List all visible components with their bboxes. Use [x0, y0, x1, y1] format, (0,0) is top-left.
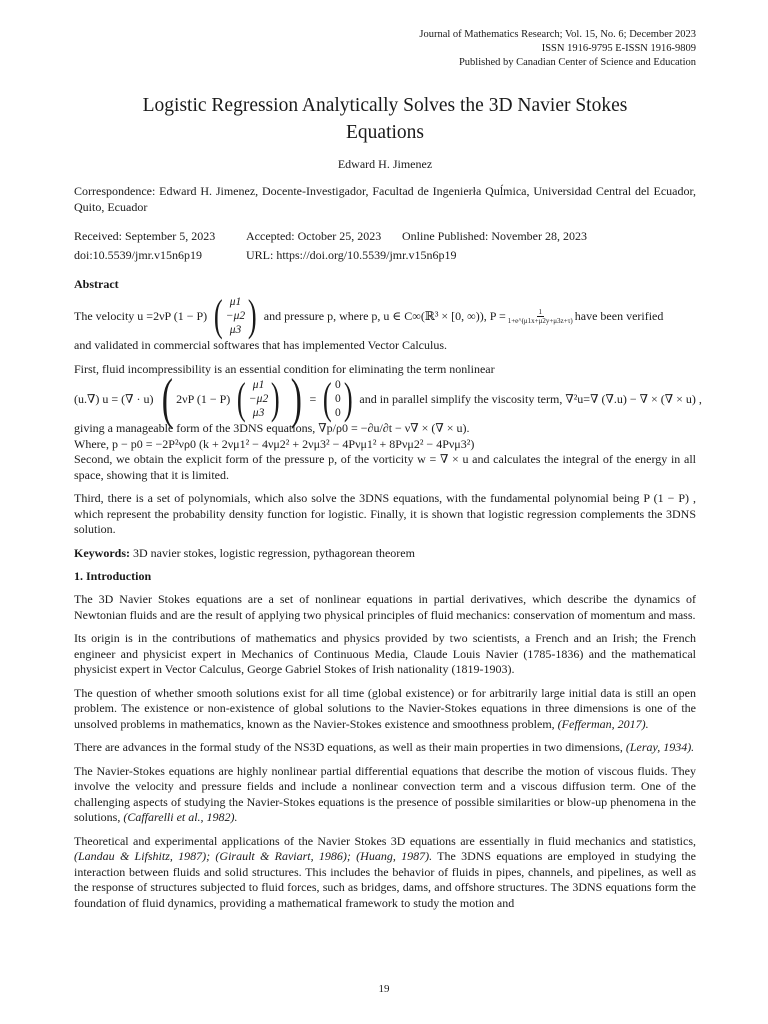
- convective-term: (u.∇) u = (∇ · u): [74, 391, 154, 406]
- intro-paragraph-1: The 3D Navier Stokes equations are a set of nonlinear equations in partial derivatives, which describe the dynamics of Newtonian fluids and are the result of applying two physical principles of fluid mechanics: conservation of momentum and mass.: [74, 592, 696, 622]
- citation-group[interactable]: (Landau & Lifshitz, 1987); (Girault & Raviart, 1986); (Huang, 1987).: [74, 849, 433, 863]
- mu-3b: μ3: [252, 407, 265, 419]
- intro-paragraph-5: [74, 764, 696, 826]
- citation-caffarelli[interactable]: (Caffarelli et al., 1982).: [123, 810, 238, 824]
- intro-paragraph-6-text: Theoretical and experimental applications of the Navier Stokes 3D equations are essentially in fluid mechanics and statistics,: [74, 833, 696, 848]
- received-date: Received: September 5, 2023: [74, 229, 216, 243]
- abstract-heading: Abstract: [74, 277, 119, 291]
- doi-url[interactable]: URL: https://doi.org/10.5539/jmr.v15n6p19: [246, 248, 457, 262]
- intro-paragraph-3: [74, 686, 696, 733]
- first-paragraph: First, fluid incompressibility is an essential condition for eliminating the term nonlinear: [74, 361, 495, 376]
- zero-vector: ( 0 0 0 ): [323, 374, 353, 423]
- intro-paragraph-5-text: The Navier-Stokes equations are highly nonlinear partial differential equations that describe the motion of viscous fluids. They involve the velocity and pressure fields and include a nonlinear convection term and a viscous diffusion term. One of the challenging aspects of studying the Navier-Stokes equations is the presence of possible similarities or blow-up phenomena in the solutions,: [74, 763, 696, 824]
- zero-2: 0: [334, 393, 341, 405]
- mu-2: −μ2: [225, 310, 246, 322]
- doi-row: [74, 246, 696, 265]
- author-name: Edward H. Jimenez: [337, 157, 433, 171]
- velocity-equation: [74, 291, 696, 340]
- second-paragraph: Second, we obtain the explicit form of the pressure p, of the vorticity w = ∇ × u and calculates the integral of the energy in all space, showing that it is limited.: [74, 452, 696, 482]
- page-number: 19: [378, 983, 390, 995]
- validated-text: and validated in commercial softwares that has implemented Vector Calculus.: [74, 338, 447, 352]
- intro-paragraph-4-text: There are advances in the formal study of the NS3D equations, as well as their main properties in two dimensions,: [74, 740, 623, 754]
- third-paragraph: Third, there is a set of polynomials, which also solve the 3DNS equations, with the fundamental polynomial being P (1 − P) , which represent the probability density function for logistic. Finally, it is shown that logistic regression complements the 3DNS solution.: [74, 491, 696, 536]
- intro-paragraph-3-text: The question of whether smooth solutions exist for all time (global existence) or for arbitrarily large initial data is still an open problem. The existence or non-existence of global solutions to the Navier-Stokes equations in three dimensions is one of the unsolved problems in mathematics, known as the Navier-Stokes existence and smoothness problem,: [74, 685, 696, 731]
- keywords: [74, 546, 696, 562]
- intro-paragraph-6: [74, 834, 696, 912]
- published-date: Online Published: November 28, 2023: [402, 229, 587, 243]
- zero-1: 0: [334, 379, 341, 391]
- intro-paragraph-6-rest: The 3DNS equations are employed in studying the interaction between fluids and solid structures. This includes the behavior of fluids in pipes, channels, and pipelines, as well as the response of structures subjected to fluid forces, such as bridges, dams, and offshore structures. The 3DNS equations form the foundation of fluid dynamics, providing a mathematical framework to study the motion and: [74, 849, 696, 910]
- doi: doi:10.5539/jmr.v15n6p19: [74, 248, 203, 262]
- journal-issn: ISSN 1916-9795 E-ISSN 1916-9809: [541, 43, 696, 54]
- manageable-form: giving a manageable form of the 3DNS equations, ∇p/ρ0 = −∂u/∂t − ν∇ × (∇ × u).: [74, 421, 470, 435]
- logistic-denominator: 1+e^(μ1x+μ2y+μ3z+τ): [507, 316, 573, 325]
- zero-3: 0: [334, 407, 341, 419]
- paper-title: Logistic Regression Analytically Solves the 3D Navier Stokes Equations: [142, 95, 628, 143]
- velocity-text: The velocity u =2νP (1 − P): [74, 308, 208, 323]
- keywords-text: 3D navier stokes, logistic regression, pythagorean theorem: [133, 545, 415, 560]
- mu-vector: ( μ1 −μ2 μ3 ): [214, 291, 257, 340]
- paper-page: [74, 28, 702, 911]
- journal-publisher: Published by Canadian Center of Science and Education: [458, 57, 696, 68]
- citation-fefferman[interactable]: (Fefferman, 2017).: [557, 716, 649, 731]
- logistic-numerator: 1: [538, 307, 542, 316]
- outer-paren: ( 2νP (1 − P) ( μ1 −μ2 μ3 ) ): [161, 368, 302, 430]
- journal-header: [74, 28, 696, 70]
- dates-row: [74, 227, 696, 246]
- mu-vector-2: ( μ1 −μ2 μ3 ): [237, 374, 280, 423]
- mu-1: μ1: [229, 296, 242, 308]
- intro-paragraph-4: [74, 740, 696, 756]
- equals-sign: =: [309, 391, 317, 406]
- intro-heading: 1. Introduction: [74, 569, 152, 583]
- keywords-label: Keywords:: [74, 545, 130, 560]
- accepted-date: Accepted: October 25, 2023: [246, 229, 382, 243]
- mu-2b: −μ2: [248, 393, 269, 405]
- mu-3: μ3: [229, 324, 242, 336]
- correspondence: Correspondence: Edward H. Jimenez, Docente-Investigador, Facultad de Ingenierła Quĺmica, Universidad Central del Ecuador, Quito, Ecuador: [74, 184, 696, 214]
- pressure-text: and pressure p, where p, u ∈ C∞(ℝ³ × [0, ∞)), P =: [263, 308, 506, 323]
- pressure-equation: Where, p − p0 = −2P²νρ0 (k + 2νμ1² − 4νμ2² + 2νμ3² − 4Pνμ1² + 8Pνμ2² − 4Pνμ3²): [74, 436, 475, 451]
- logistic-fraction: [508, 308, 573, 325]
- mu-1b: μ1: [252, 379, 265, 391]
- journal-citation: Journal of Mathematics Research; Vol. 15, No. 6; December 2023: [419, 29, 696, 40]
- verified-text: have been verified: [574, 308, 664, 323]
- intro-paragraph-2: Its origin is in the contributions of mathematics and physics provided by two scientists, a French and an Irish; the French engineer and physicist expert in Mechanics of Continuous Media, Claude Louis Navier (1785-1836) and the mathematical physicist expert in Vector Calculus, George Gabriel Stokes of Irish nationality (1819-1903).: [74, 631, 696, 676]
- velocity-factor: 2νP (1 − P): [176, 391, 231, 406]
- viscosity-text: and in parallel simplify the viscosity term, ∇²u=∇ (∇.u) − ∇ × (∇ × u) ,: [359, 391, 702, 406]
- citation-leray[interactable]: (Leray, 1934).: [625, 740, 695, 754]
